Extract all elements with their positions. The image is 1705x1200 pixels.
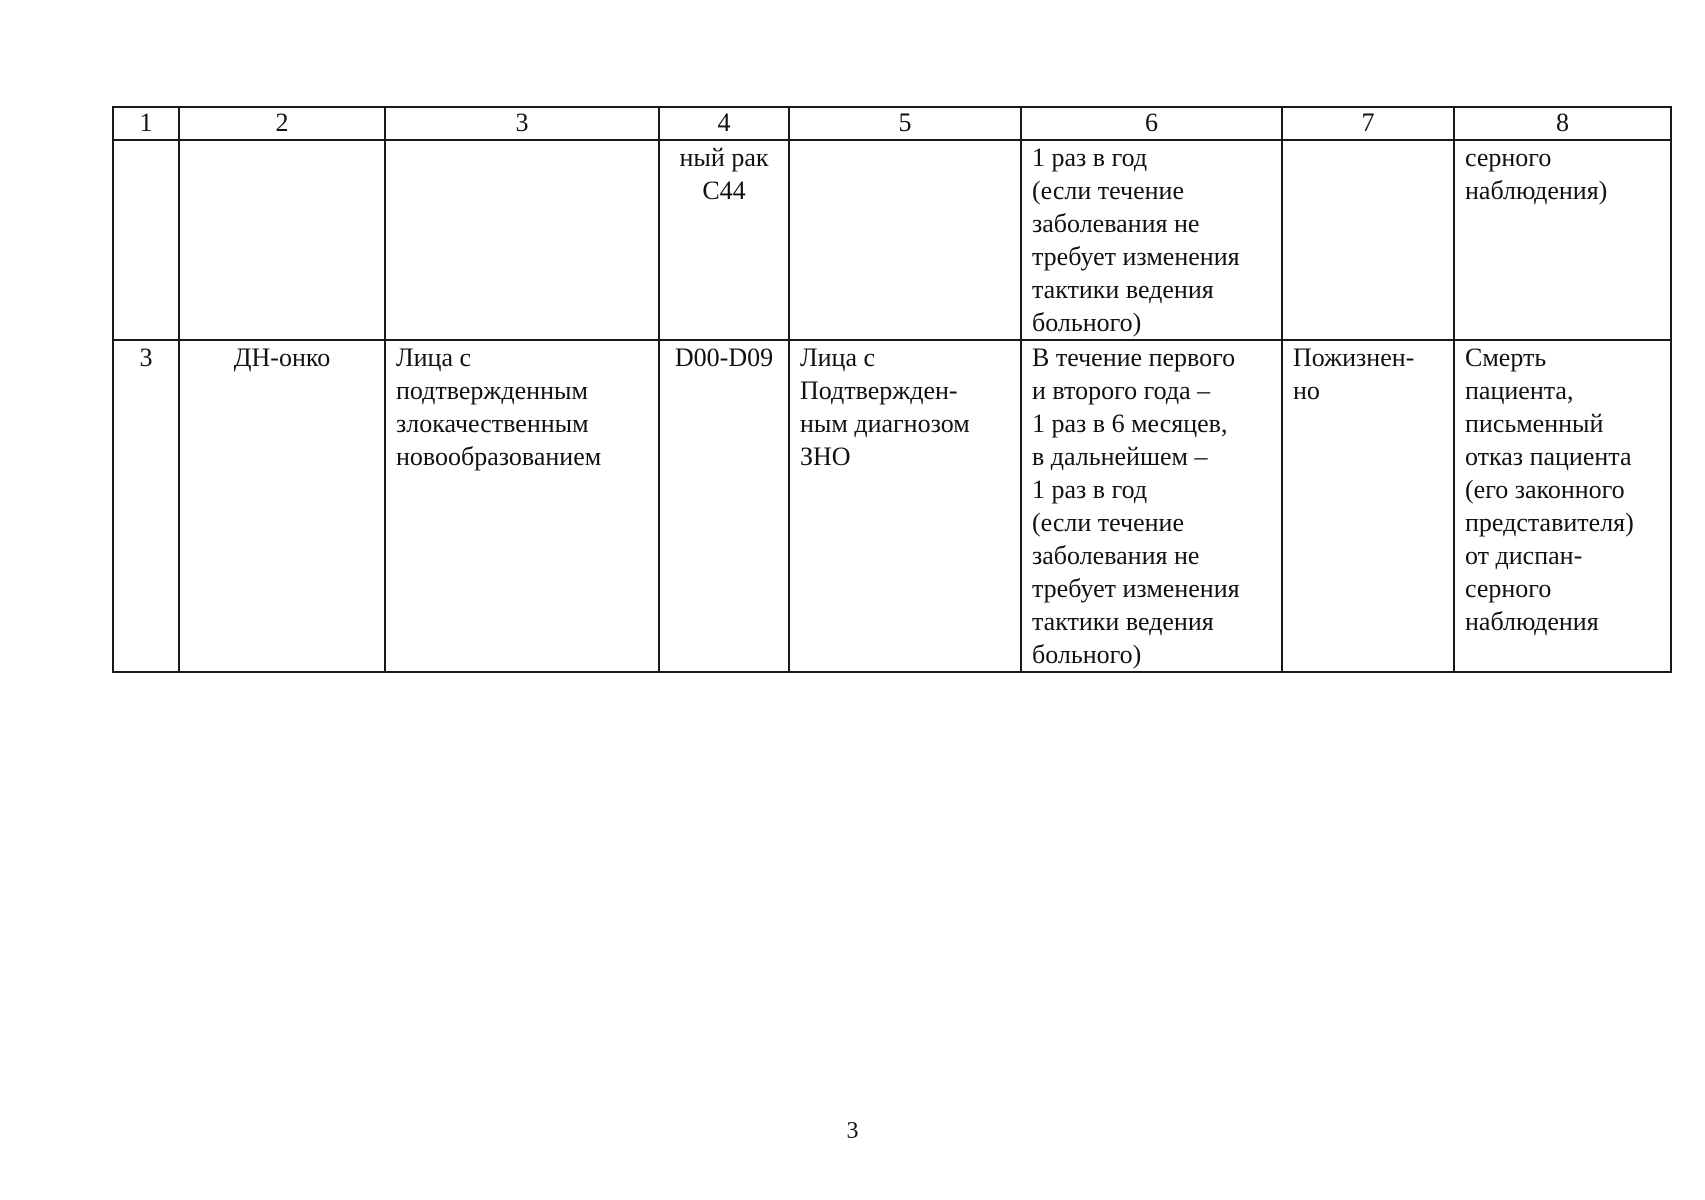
page-number: 3 (846, 1118, 859, 1144)
cell-text-line: злокачественным (396, 409, 589, 438)
cell-population (385, 340, 659, 672)
cell-row-number (113, 340, 179, 672)
cell-text-line: ДН-онко (233, 343, 331, 372)
cell-text-line: наблюдения) (1465, 176, 1608, 205)
cell-text-line: от диспан- (1465, 541, 1583, 570)
cell-text-line: тактики ведения (1032, 275, 1214, 304)
cell-text-line: (его законного (1465, 475, 1625, 504)
cell-text-line: отказ пациента (1465, 442, 1632, 471)
header-cell-5: 5 (789, 107, 1021, 140)
column-number-header-row (113, 107, 1671, 140)
cell-text-line: представителя) (1465, 508, 1634, 537)
cell-text-line: и второго года – (1032, 376, 1211, 405)
cell-row-number (113, 140, 179, 340)
cell-text-line: ный рак (679, 143, 769, 172)
header-cell-8: 8 (1454, 107, 1671, 140)
cell-criteria (789, 140, 1021, 340)
cell-text-line: ным диагнозом (800, 409, 970, 438)
cell-text-line: но (1293, 376, 1320, 405)
cell-text-line: наблюдения (1465, 607, 1599, 636)
cell-observation-group (179, 140, 385, 340)
cell-criteria (789, 340, 1021, 672)
cell-termination-reason (1454, 140, 1671, 340)
cell-text-line: ЗНО (800, 442, 851, 471)
cell-text-line: больного) (1032, 640, 1142, 669)
cell-duration (1282, 140, 1454, 340)
cell-text-line: Лица с (396, 343, 472, 372)
cell-text-line: Смерть (1465, 343, 1547, 372)
cell-text-line: 1 раз в год (1032, 475, 1148, 504)
cell-text-line: 1 раз в 6 месяцев, (1032, 409, 1228, 438)
cell-text-line: подтвержденным (396, 376, 588, 405)
cell-frequency (1021, 340, 1282, 672)
cell-text-line: (если течение (1032, 508, 1185, 537)
header-cell-7: 7 (1282, 107, 1454, 140)
dispensary-observation-table (112, 106, 1672, 673)
cell-population (385, 140, 659, 340)
cell-observation-group (179, 340, 385, 672)
cell-text-line: заболевания не (1032, 209, 1200, 238)
header-cell-4: 4 (659, 107, 789, 140)
table-row-continuation (113, 140, 1671, 340)
cell-text-line: D00-D09 (674, 343, 774, 372)
cell-text-line: Лица с (800, 343, 876, 372)
header-cell-2: 2 (179, 107, 385, 140)
cell-text-line: заболевания не (1032, 541, 1200, 570)
cell-frequency (1021, 140, 1282, 340)
cell-text-line: тактики ведения (1032, 607, 1214, 636)
cell-text-line: Подтвержден- (800, 376, 958, 405)
cell-text-line: требует изменения (1032, 242, 1240, 271)
cell-text-line: серного (1465, 143, 1552, 172)
cell-icd-codes (659, 340, 789, 672)
cell-text-line: серного (1465, 574, 1552, 603)
table-row-dn-onko (113, 340, 1671, 672)
cell-duration (1282, 340, 1454, 672)
cell-text-line: 1 раз в год (1032, 143, 1148, 172)
cell-icd-codes (659, 140, 789, 340)
cell-text-line: в дальнейшем – (1032, 442, 1208, 471)
cell-termination-reason (1454, 340, 1671, 672)
cell-text-line: больного) (1032, 308, 1142, 337)
cell-text-line: (если течение (1032, 176, 1185, 205)
header-cell-6: 6 (1021, 107, 1282, 140)
cell-text-line: пациента, (1465, 376, 1574, 405)
cell-text-line: Пожизнен- (1293, 343, 1415, 372)
cell-text-line: В течение первого (1032, 343, 1236, 372)
header-cell-3: 3 (385, 107, 659, 140)
header-cell-1: 1 (113, 107, 179, 140)
cell-text-line: новообразованием (396, 442, 602, 471)
cell-text-line: С44 (702, 176, 746, 205)
cell-text-line: письменный (1465, 409, 1604, 438)
cell-text-line: 3 (139, 343, 153, 372)
cell-text-line: требует изменения (1032, 574, 1240, 603)
